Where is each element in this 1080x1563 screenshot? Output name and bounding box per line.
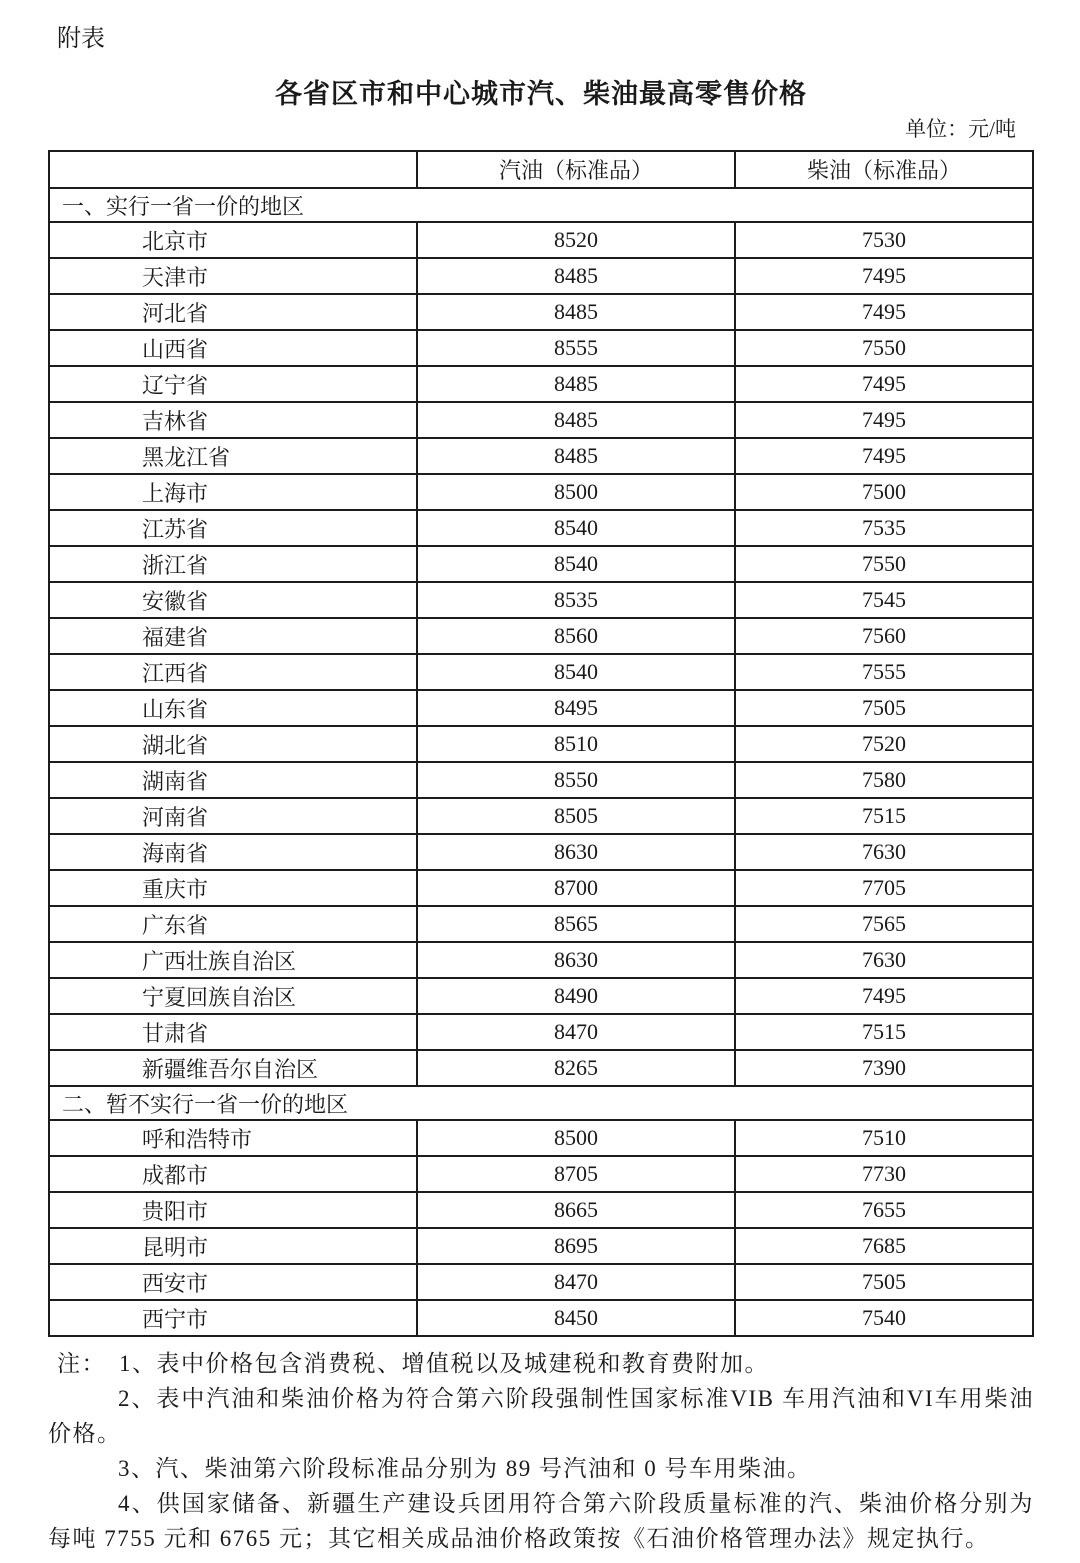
gasoline-cell: 8485 xyxy=(417,258,735,294)
price-table xyxy=(48,150,1034,1337)
table-row xyxy=(49,1228,1033,1264)
gasoline-cell: 8485 xyxy=(417,294,735,330)
unit-label: 单位：元/吨 xyxy=(905,117,1016,141)
table-row xyxy=(49,1264,1033,1300)
diesel-cell: 7520 xyxy=(735,726,1033,762)
region-cell: 山东省 xyxy=(49,690,417,726)
diesel-cell: 7550 xyxy=(735,546,1033,582)
gasoline-cell: 8540 xyxy=(417,654,735,690)
gasoline-cell: 8565 xyxy=(417,906,735,942)
region-cell: 呼和浩特市 xyxy=(49,1120,417,1156)
gasoline-cell: 8485 xyxy=(417,366,735,402)
region-cell: 河南省 xyxy=(49,798,417,834)
region-cell: 广东省 xyxy=(49,906,417,942)
table-row xyxy=(49,582,1033,618)
region-cell: 新疆维吾尔自治区 xyxy=(49,1050,417,1086)
region-cell: 宁夏回族自治区 xyxy=(49,978,417,1014)
section-header-label: 一、实行一省一价的地区 xyxy=(49,188,1033,222)
diesel-cell: 7495 xyxy=(735,438,1033,474)
diesel-cell: 7560 xyxy=(735,618,1033,654)
diesel-cell: 7630 xyxy=(735,834,1033,870)
notes-label: 注： xyxy=(57,1351,106,1376)
table-row xyxy=(49,870,1033,906)
diesel-cell: 7555 xyxy=(735,654,1033,690)
gasoline-cell: 8500 xyxy=(417,474,735,510)
region-cell: 重庆市 xyxy=(49,870,417,906)
table-row xyxy=(49,762,1033,798)
gasoline-cell: 8630 xyxy=(417,834,735,870)
table-row xyxy=(49,258,1033,294)
table-row xyxy=(49,438,1033,474)
gasoline-cell: 8695 xyxy=(417,1228,735,1264)
section-header-label: 二、暂不实行一省一价的地区 xyxy=(49,1086,1033,1120)
region-cell: 成都市 xyxy=(49,1156,417,1192)
region-cell: 广西壮族自治区 xyxy=(49,942,417,978)
diesel-cell: 7535 xyxy=(735,510,1033,546)
note-line-3: 3、汽、柴油第六阶段标准品分别为 89 号汽油和 0 号车用柴油。 xyxy=(118,1456,812,1481)
note-1-text: 1、表中价格包含消费税、增值税以及城建税和教育费附加。 xyxy=(119,1351,769,1376)
region-cell: 浙江省 xyxy=(49,546,417,582)
diesel-cell: 7390 xyxy=(735,1050,1033,1086)
gasoline-cell: 8550 xyxy=(417,762,735,798)
column-header-diesel: 柴油（标准品） xyxy=(735,151,1033,188)
gasoline-cell: 8485 xyxy=(417,402,735,438)
diesel-cell: 7705 xyxy=(735,870,1033,906)
diesel-cell: 7495 xyxy=(735,258,1033,294)
section-header-row xyxy=(49,188,1033,222)
table-row xyxy=(49,690,1033,726)
gasoline-cell: 8630 xyxy=(417,942,735,978)
gasoline-cell: 8505 xyxy=(417,798,735,834)
gasoline-cell: 8535 xyxy=(417,582,735,618)
table-row xyxy=(49,798,1033,834)
table-header-row xyxy=(49,151,1033,188)
table-row xyxy=(49,546,1033,582)
table-row xyxy=(49,1120,1033,1156)
table-row xyxy=(49,942,1033,978)
region-cell: 山西省 xyxy=(49,330,417,366)
region-cell: 海南省 xyxy=(49,834,417,870)
region-cell: 福建省 xyxy=(49,618,417,654)
gasoline-cell: 8490 xyxy=(417,978,735,1014)
column-header-gasoline: 汽油（标准品） xyxy=(417,151,735,188)
appendix-label: 附表 xyxy=(57,26,105,52)
table-row xyxy=(49,1014,1033,1050)
note-line-1 xyxy=(48,1346,1034,1381)
gasoline-cell: 8495 xyxy=(417,690,735,726)
diesel-cell: 7730 xyxy=(735,1156,1033,1192)
gasoline-cell: 8485 xyxy=(417,438,735,474)
diesel-cell: 7580 xyxy=(735,762,1033,798)
table-row xyxy=(49,834,1033,870)
table-row xyxy=(49,1156,1033,1192)
region-cell: 天津市 xyxy=(49,258,417,294)
table-row xyxy=(49,1050,1033,1086)
gasoline-cell: 8540 xyxy=(417,510,735,546)
gasoline-cell: 8500 xyxy=(417,1120,735,1156)
diesel-cell: 7630 xyxy=(735,942,1033,978)
table-row xyxy=(49,978,1033,1014)
page-title: 各省区市和中心城市汽、柴油最高零售价格 xyxy=(275,79,807,109)
diesel-cell: 7515 xyxy=(735,1014,1033,1050)
table-row xyxy=(49,474,1033,510)
table-row xyxy=(49,402,1033,438)
region-cell: 湖南省 xyxy=(49,762,417,798)
region-cell: 辽宁省 xyxy=(49,366,417,402)
column-header-region xyxy=(49,151,417,188)
diesel-cell: 7530 xyxy=(735,222,1033,258)
note-line-2: 2、表中汽油和柴油价格为符合第六阶段强制性国家标准VIB 车用汽油和VI车用柴油价格。 xyxy=(48,1386,1034,1446)
diesel-cell: 7505 xyxy=(735,1264,1033,1300)
region-cell: 北京市 xyxy=(49,222,417,258)
table-row xyxy=(49,618,1033,654)
gasoline-cell: 8665 xyxy=(417,1192,735,1228)
gasoline-cell: 8555 xyxy=(417,330,735,366)
diesel-cell: 7505 xyxy=(735,690,1033,726)
region-cell: 甘肃省 xyxy=(49,1014,417,1050)
table-row xyxy=(49,726,1033,762)
gasoline-cell: 8560 xyxy=(417,618,735,654)
diesel-cell: 7540 xyxy=(735,1300,1033,1336)
table-row xyxy=(49,222,1033,258)
diesel-cell: 7545 xyxy=(735,582,1033,618)
table-row xyxy=(49,906,1033,942)
gasoline-cell: 8520 xyxy=(417,222,735,258)
gasoline-cell: 8705 xyxy=(417,1156,735,1192)
region-cell: 江西省 xyxy=(49,654,417,690)
diesel-cell: 7495 xyxy=(735,978,1033,1014)
gasoline-cell: 8470 xyxy=(417,1014,735,1050)
region-cell: 西安市 xyxy=(49,1264,417,1300)
table-row xyxy=(49,294,1033,330)
region-cell: 河北省 xyxy=(49,294,417,330)
region-cell: 吉林省 xyxy=(49,402,417,438)
region-cell: 贵阳市 xyxy=(49,1192,417,1228)
gasoline-cell: 8450 xyxy=(417,1300,735,1336)
notes-section xyxy=(48,1346,1034,1556)
diesel-cell: 7500 xyxy=(735,474,1033,510)
region-cell: 上海市 xyxy=(49,474,417,510)
diesel-cell: 7495 xyxy=(735,402,1033,438)
section-header-row xyxy=(49,1086,1033,1120)
region-cell: 昆明市 xyxy=(49,1228,417,1264)
region-cell: 黑龙江省 xyxy=(49,438,417,474)
diesel-cell: 7515 xyxy=(735,798,1033,834)
table-row xyxy=(49,510,1033,546)
table-row xyxy=(49,366,1033,402)
diesel-cell: 7550 xyxy=(735,330,1033,366)
region-cell: 湖北省 xyxy=(49,726,417,762)
gasoline-cell: 8265 xyxy=(417,1050,735,1086)
gasoline-cell: 8700 xyxy=(417,870,735,906)
diesel-cell: 7510 xyxy=(735,1120,1033,1156)
note-line-4: 4、供国家储备、新疆生产建设兵团用符合第六阶段质量标准的汽、柴油价格分别为每吨 7755 元和 6765 元；其它相关成品油价格政策按《石油价格管理办法》规定执行。 xyxy=(48,1491,1034,1551)
gasoline-cell: 8510 xyxy=(417,726,735,762)
diesel-cell: 7495 xyxy=(735,366,1033,402)
gasoline-cell: 8470 xyxy=(417,1264,735,1300)
region-cell: 西宁市 xyxy=(49,1300,417,1336)
table-row xyxy=(49,1192,1033,1228)
diesel-cell: 7565 xyxy=(735,906,1033,942)
table-row xyxy=(49,330,1033,366)
diesel-cell: 7655 xyxy=(735,1192,1033,1228)
table-row xyxy=(49,1300,1033,1336)
table-row xyxy=(49,654,1033,690)
region-cell: 江苏省 xyxy=(49,510,417,546)
diesel-cell: 7495 xyxy=(735,294,1033,330)
diesel-cell: 7685 xyxy=(735,1228,1033,1264)
region-cell: 安徽省 xyxy=(49,582,417,618)
gasoline-cell: 8540 xyxy=(417,546,735,582)
